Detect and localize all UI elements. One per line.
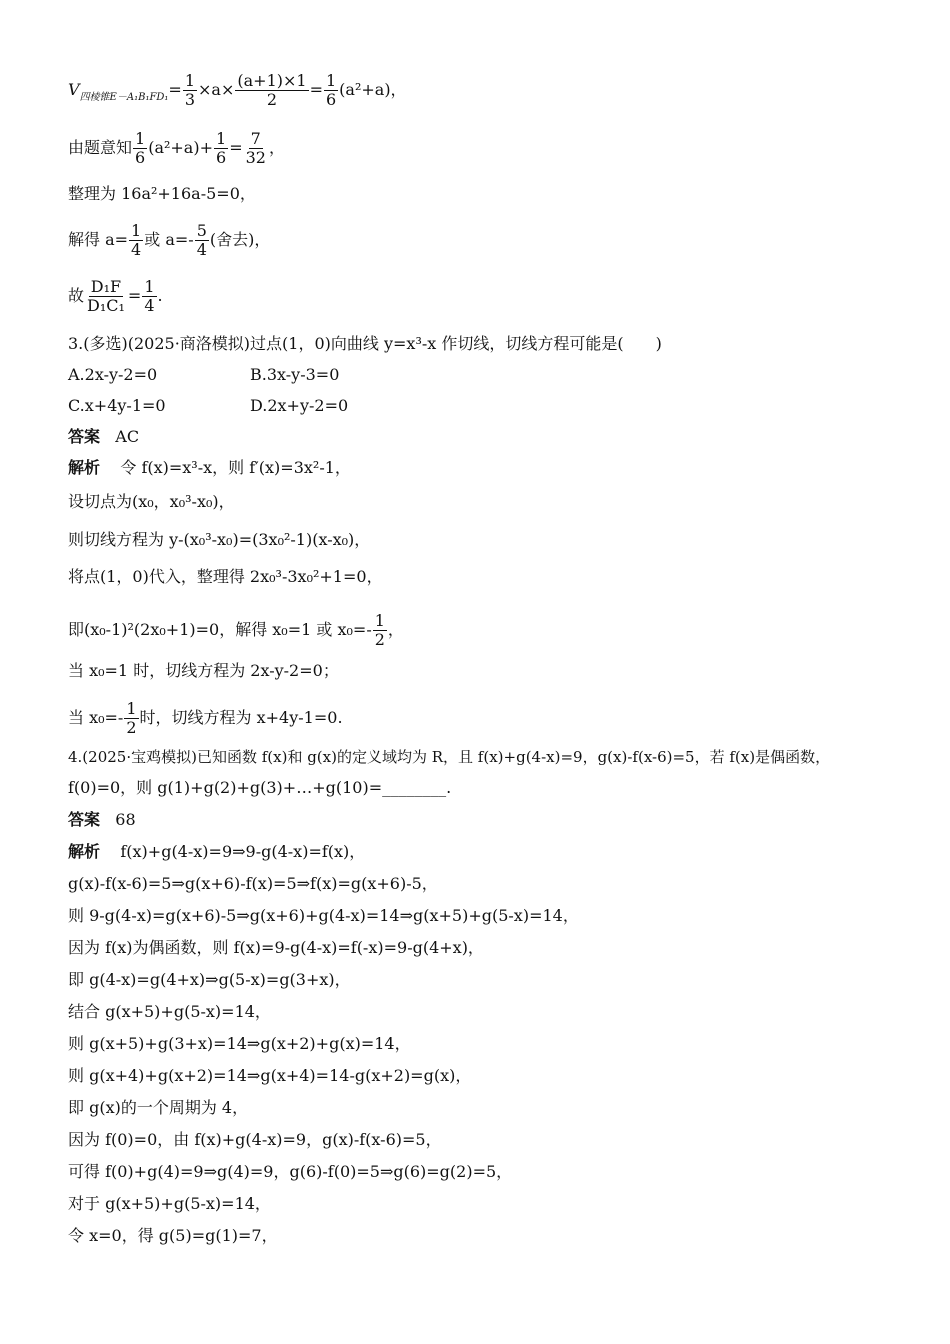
line-prefix: 由题意知 [68,138,133,157]
volume-subscript: 四棱锥E－A₁B₁FD₁ [79,92,169,103]
analysis-line [68,842,365,862]
denominator: 3 [184,90,196,109]
analysis-line: 则切线方程为 y-(x₀³-x₀)=(3x₀²-1)(x-x₀)， [68,530,371,549]
fraction [244,130,268,167]
analysis-line [68,458,351,478]
line-end: 时，切线方程为 x+4y-1=0. [139,708,343,727]
equals: = [168,80,182,99]
line-prefix: 解得 a= [68,230,129,249]
numerator: 1 [126,699,137,718]
analysis-line: g(x)-f(x-6)=5⇒g(x+6)-f(x)=5⇒f(x)=g(x+6)-5， [68,874,438,893]
answer-value: 68 [115,810,136,829]
simplify-line: 整理为 16a²+16a-5=0， [68,184,256,203]
option-d: D.2x+y-2=0 [250,396,349,415]
option-b: B.3x-y-3=0 [250,365,340,384]
analysis-text: 令 f(x)=x³-x，则 f′(x)=3x²-1， [120,458,351,477]
solve-line [68,222,270,259]
times-a: ×a× [198,80,235,99]
denominator: D₁C₁ [87,296,125,315]
condition-line [68,130,285,167]
analysis-line: 设切点为(x₀，x₀³-x₀)， [68,492,235,511]
analysis-line: 因为 f(x)为偶函数，则 f(x)=9-g(4-x)=f(-x)=9-g(4+x)， [68,938,484,957]
denominator: 6 [135,148,146,167]
equals: = [127,286,142,305]
denominator: 2 [266,90,278,109]
fraction [133,130,147,167]
fraction [142,278,156,315]
denominator: 6 [216,148,227,167]
analysis-line: 当 x₀=1 时，切线方程为 2x-y-2=0； [68,661,339,680]
analysis-line [68,612,404,649]
fraction [235,72,308,109]
equals: = [309,80,323,99]
analysis-line: 可得 f(0)+g(4)=9⇒g(4)=9，g(6)-f(0)=5⇒g(6)=g(2)=5， [68,1162,513,1181]
fraction [183,72,197,109]
denominator: 4 [144,296,155,315]
conclusion-line [68,278,163,315]
analysis-line: 因为 f(0)=0，由 f(x)+g(4-x)=9，g(x)-f(x-6)=5， [68,1130,442,1149]
answer-label: 答案 [68,810,101,829]
analysis-line: 则 g(x+4)+g(x+2)=14⇒g(x+4)=14-g(x+2)=g(x)， [68,1066,472,1085]
numerator: (a+1)×1 [237,71,307,90]
analysis-line: 则 9-g(4-x)=g(x+6)-5⇒g(x+6)+g(4-x)=14⇒g(x+5)+g(5-x)=14， [68,906,579,925]
numerator: 1 [135,129,146,148]
analysis-label: 解析 [68,842,101,861]
analysis-line: 即 g(4-x)=g(4+x)⇒g(5-x)=g(3+x)， [68,970,351,989]
numerator: 5 [196,221,207,240]
analysis-label: 解析 [68,458,101,477]
fraction [85,278,127,315]
volume-formula-line [68,72,407,109]
analysis-line [68,700,343,737]
expression: 或 a=- [144,230,194,249]
numerator: 1 [216,129,227,148]
denominator: 32 [245,148,266,167]
analysis-line: 对于 g(x+5)+g(5-x)=14， [68,1194,271,1213]
answer-value: AC [115,427,140,446]
line-prefix: 故 [68,286,85,305]
numerator: 1 [184,71,196,90]
fraction [214,130,228,167]
question-4-stem: 4.(2025·宝鸡模拟)已知函数 f(x)和 g(x)的定义域均为 R，且 f(x)+g(4-x)=9，g(x)-f(x-6)=5，若 f(x)是偶函数， [68,748,831,766]
analysis-text: 当 x₀=- [68,708,124,727]
denominator: 2 [126,718,137,737]
analysis-text: 即(x₀-1)²(2x₀+1)=0，解得 x₀=1 或 x₀=- [68,620,372,639]
fraction [195,222,209,259]
line-end: (舍去)， [209,230,271,249]
line-end: ， [268,138,285,157]
numerator: 1 [325,71,337,90]
analysis-line: 将点(1，0)代入，整理得 2x₀³-3x₀²+1=0， [68,567,383,586]
expression-tail: (a²+a)， [339,80,407,99]
volume-symbol: V [68,80,80,99]
fraction [324,72,338,109]
numerator: 7 [250,129,261,148]
analysis-line: 即 g(x)的一个周期为 4， [68,1098,249,1117]
line-end: . [157,286,163,305]
question-4-stem-cont: f(0)=0，则 g(1)+g(2)+g(3)+…+g(10)=________. [68,778,452,797]
option-a: A.2x-y-2=0 [68,365,158,384]
answer-line [68,427,139,447]
numerator: D₁F [90,277,122,296]
numerator: 1 [374,611,385,630]
question-3-stem: 3.(多选)(2025·商洛模拟)过点(1，0)向曲线 y=x³-x 作切线，切线方程可能是( ) [68,334,662,353]
answer-line [68,810,136,830]
answer-label: 答案 [68,427,101,446]
numerator: 1 [131,221,142,240]
denominator: 4 [131,240,142,259]
fraction [124,700,138,737]
analysis-line: 则 g(x+5)+g(3+x)=14⇒g(x+2)+g(x)=14， [68,1034,411,1053]
analysis-line: 令 x=0，得 g(5)=g(1)=7， [68,1226,278,1245]
fraction [373,612,387,649]
line-end: ， [387,620,404,639]
fraction [129,222,143,259]
expression: (a²+a)+ [148,138,213,157]
option-c: C.x+4y-1=0 [68,396,166,415]
denominator: 6 [325,90,337,109]
numerator: 1 [144,277,155,296]
equals: = [229,138,243,157]
analysis-text: f(x)+g(4-x)=9⇒9-g(4-x)=f(x)， [120,842,366,861]
denominator: 2 [374,630,385,649]
analysis-line: 结合 g(x+5)+g(5-x)=14， [68,1002,271,1021]
denominator: 4 [196,240,207,259]
